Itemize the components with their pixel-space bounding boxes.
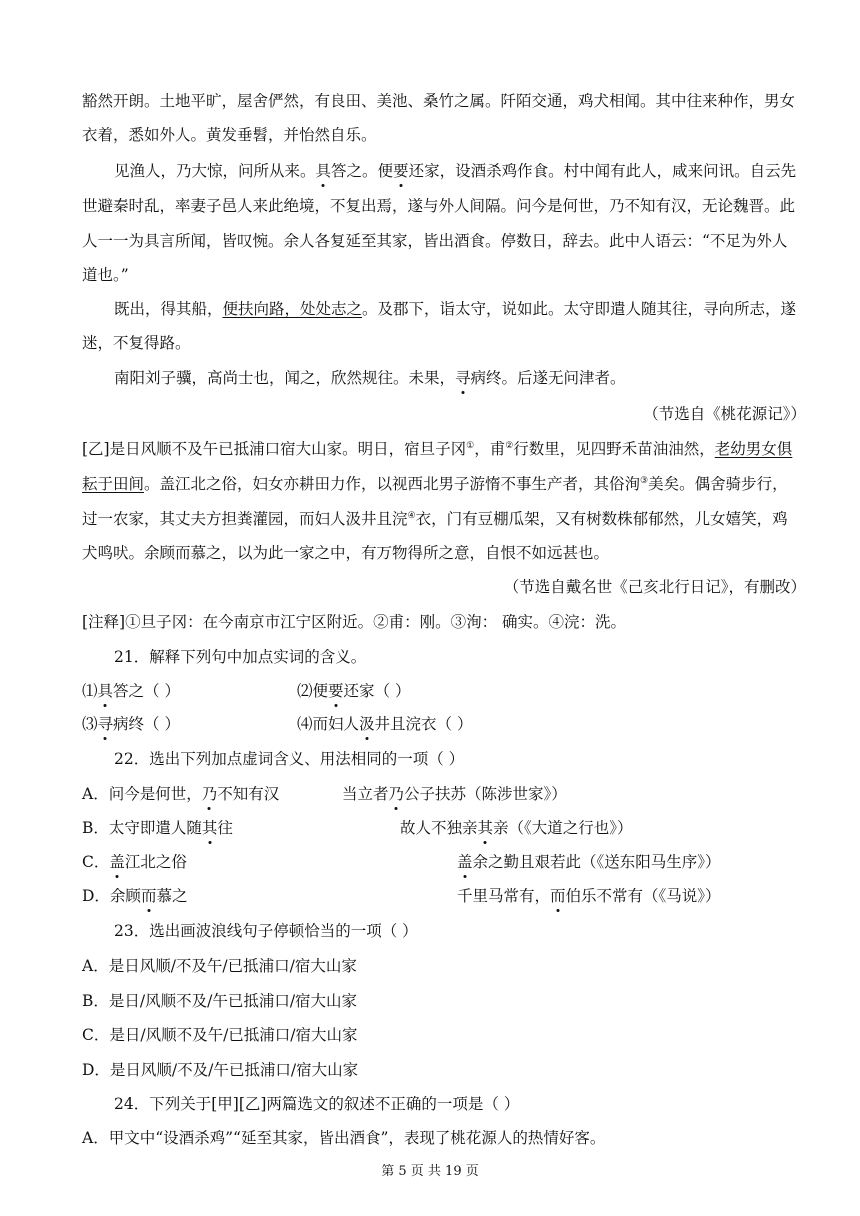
text: （节选自《桃花源记》） <box>643 405 806 423</box>
text: 人一一为具言所闻，皆叹惋。余人各复延至其家，皆出酒食。停数日，辞去。此中人语云：“不足为外人 <box>82 232 788 250</box>
text: 答之。便 <box>331 162 394 180</box>
passage-b-line-4 <box>82 541 609 563</box>
text: 行数里，见四野禾苗油油然， <box>513 440 715 458</box>
text: 。盖江北之俗，妇女亦耕田力作，以视西北男子游惰不事生产者，其俗洵 <box>144 475 641 493</box>
dotted-word: 寻 <box>455 366 471 388</box>
text: 井且浣衣（ ） <box>374 715 473 733</box>
text: 公子扶苏（陈涉世家》） <box>404 785 567 803</box>
question-21-item-2 <box>297 679 410 701</box>
question-22-option-d <box>82 884 187 906</box>
dotted-word: 要 <box>328 679 344 701</box>
question-21-item-1 <box>82 679 180 701</box>
dotted-word: 乃 <box>202 782 218 804</box>
passage-a-line-5 <box>82 229 787 251</box>
dotted-word: 而 <box>141 884 157 906</box>
text: ⑷而妇人 <box>297 715 360 733</box>
text: 病终（ ） <box>113 715 180 733</box>
text: [乙]是日风顺不及午已抵浦口宿大山家。明日，宿旦子冈 <box>82 440 467 458</box>
underlined-sentence: 老幼男女俱 <box>714 440 793 458</box>
dotted-word: 寻 <box>98 712 114 734</box>
dotted-word: 乃 <box>389 782 405 804</box>
dotted-word: 其 <box>202 816 218 838</box>
question-22-option-a-compare <box>342 782 567 804</box>
question-22-option-c-compare <box>457 850 721 872</box>
text: 美矣。偶舍骑步行， <box>648 475 788 493</box>
question-22-stem <box>114 747 464 769</box>
question-22-option-c <box>82 850 187 872</box>
text: 还家（ ） <box>343 682 411 700</box>
question-24-stem <box>114 1092 519 1114</box>
underlined-sentence: 便扶向路，处处志之 <box>222 300 363 318</box>
text: 见渔人，乃大惊，问所从来。 <box>114 162 316 180</box>
question-22-option-b-compare <box>400 816 633 838</box>
passage-b-line-3 <box>82 507 788 529</box>
text: 病终。后遂无问津者。 <box>470 369 626 387</box>
passage-a-source <box>643 402 806 424</box>
question-21-stem <box>114 645 366 667</box>
text: 慕之 <box>156 887 188 905</box>
text: （节选自戴名世《己亥北行日记》，有删改） <box>503 578 806 596</box>
dotted-word: 盖 <box>109 850 125 872</box>
text: B．是日/风顺不及/午已抵浦口/宿大山家 <box>82 992 358 1010</box>
text: 江北之俗 <box>124 853 187 871</box>
dotted-word: 其 <box>478 816 494 838</box>
text: C．是日/风顺不及午/已抵浦口/宿大山家 <box>82 1026 358 1044</box>
question-23-option-c <box>82 1023 358 1045</box>
footnote-mark: ④ <box>407 510 416 521</box>
dotted-word: 盖 <box>457 850 473 872</box>
question-23-option-b <box>82 989 357 1011</box>
question-23-stem <box>114 919 418 941</box>
text: 22．选出下列加点虚词含义、用法相同的一项（ ） <box>114 750 465 768</box>
text: 世避秦时乱，率妻子邑人来此绝境，不复出焉，遂与外人间隔。问今是何世，乃不知有汉，无论魏晋。此 <box>82 197 796 215</box>
footnote-mark: ① <box>466 440 475 451</box>
text: A．问今是何世， <box>82 785 202 803</box>
text: 犬鸣吠。余顾而慕之，以为此一家之中，有万物得所之意，自恨不如远甚也。 <box>82 544 610 562</box>
text: 不知有汉 <box>217 785 280 803</box>
text: 衣，门有豆棚瓜架，又有树数株郁郁然，儿女嬉笑，鸡 <box>415 510 788 528</box>
page-footer: 第 5 页 共 19 页 <box>381 1164 479 1179</box>
text: 往 <box>217 819 233 837</box>
dotted-word: 具 <box>316 159 332 181</box>
text: ⑶ <box>82 715 98 733</box>
text: [注释]①旦子冈：在今南京市江宁区附近。②甫：刚。③洵： 确实。④浣：洗。 <box>82 613 627 631</box>
passage-a-line-4 <box>82 194 795 216</box>
text: 余之勤且艰若此（《送东阳马生序》） <box>472 853 721 871</box>
text: 南阳刘子骥，高尚士也，闻之，欣然规往。未果， <box>114 369 456 387</box>
text: D．是日风顺/不及/午已抵浦口/宿大山家 <box>82 1061 359 1079</box>
question-21-item-4 <box>297 712 472 734</box>
footnote-mark: ② <box>505 440 514 451</box>
text: 过一农家，其丈夫方担粪灌园，而妇人汲井且浣 <box>82 510 408 528</box>
passage-b-line-2 <box>82 472 788 494</box>
text: A．是日风顺/不及午/已抵浦口/宿大山家 <box>82 957 357 975</box>
text: 24．下列关于[甲][乙]两篇选文的叙述不正确的一项是（ ） <box>114 1095 520 1113</box>
question-21-item-3 <box>82 712 180 734</box>
passage-b-source <box>504 575 806 597</box>
dotted-word: 汲 <box>359 712 375 734</box>
dotted-word: 而 <box>550 884 566 906</box>
question-22-option-d-compare <box>457 884 721 906</box>
text: 伯乐不常有（《马说》） <box>565 887 721 905</box>
question-23-option-a <box>82 954 357 976</box>
text: B．太守即遣人随 <box>82 819 202 837</box>
text: 既出，得其船， <box>114 300 223 318</box>
text: 故人不独亲 <box>400 819 478 837</box>
text: 迷，不复得路。 <box>82 334 191 352</box>
text: 还家，设酒杀鸡作食。村中闻有此人，咸来问讯。自云先 <box>408 162 797 180</box>
passage-b-line-1 <box>82 437 792 459</box>
dotted-word: 要 <box>393 159 409 181</box>
question-24-option-a <box>82 1126 605 1148</box>
annotation-note <box>82 610 626 632</box>
text: ⑵便 <box>297 682 329 700</box>
footnote-mark: ③ <box>640 475 649 486</box>
question-22-option-b <box>82 816 233 838</box>
passage-a-line-7 <box>114 297 796 319</box>
text: 豁然开朗。土地平旷，屋舍俨然，有良田、美池、桑竹之属。阡陌交通，鸡犬相闻。其中往来种作，男女 <box>82 92 796 110</box>
text: 当立者 <box>342 785 389 803</box>
passage-a-line-9 <box>114 366 626 388</box>
text: C． <box>82 853 110 871</box>
passage-a-line-8 <box>82 331 191 353</box>
text: 亲（《大道之行也》） <box>493 819 633 837</box>
dotted-word: 具 <box>98 679 114 701</box>
text: D．余顾 <box>82 887 141 905</box>
text: 。及郡下，诣太守，说如此。太守即遣人随其往，寻向所志，遂 <box>362 300 797 318</box>
underlined-sentence: 耘于田间 <box>82 475 145 493</box>
text: 21．解释下列句中加点实词的含义。 <box>114 648 367 666</box>
text: A．甲文中“设酒杀鸡”“延至其家，皆出酒食”，表现了桃花源人的热情好客。 <box>82 1129 606 1147</box>
text: 答之（ ） <box>113 682 180 700</box>
text: 道也。” <box>82 266 129 284</box>
text: ⑴ <box>82 682 98 700</box>
passage-a-line-3 <box>114 159 796 181</box>
passage-a-line-6 <box>82 263 129 285</box>
passage-a-line-2 <box>82 123 377 145</box>
passage-a-line-1 <box>82 89 795 111</box>
question-23-option-d <box>82 1058 358 1080</box>
question-22-option-a <box>82 782 279 804</box>
text: ，甫 <box>474 440 506 458</box>
text: 衣着，悉如外人。黄发垂髫，并怡然自乐。 <box>82 126 377 144</box>
text: 23．选出画波浪线句子停顿恰当的一项（ ） <box>114 922 418 940</box>
text: 千里马常有， <box>457 887 551 905</box>
